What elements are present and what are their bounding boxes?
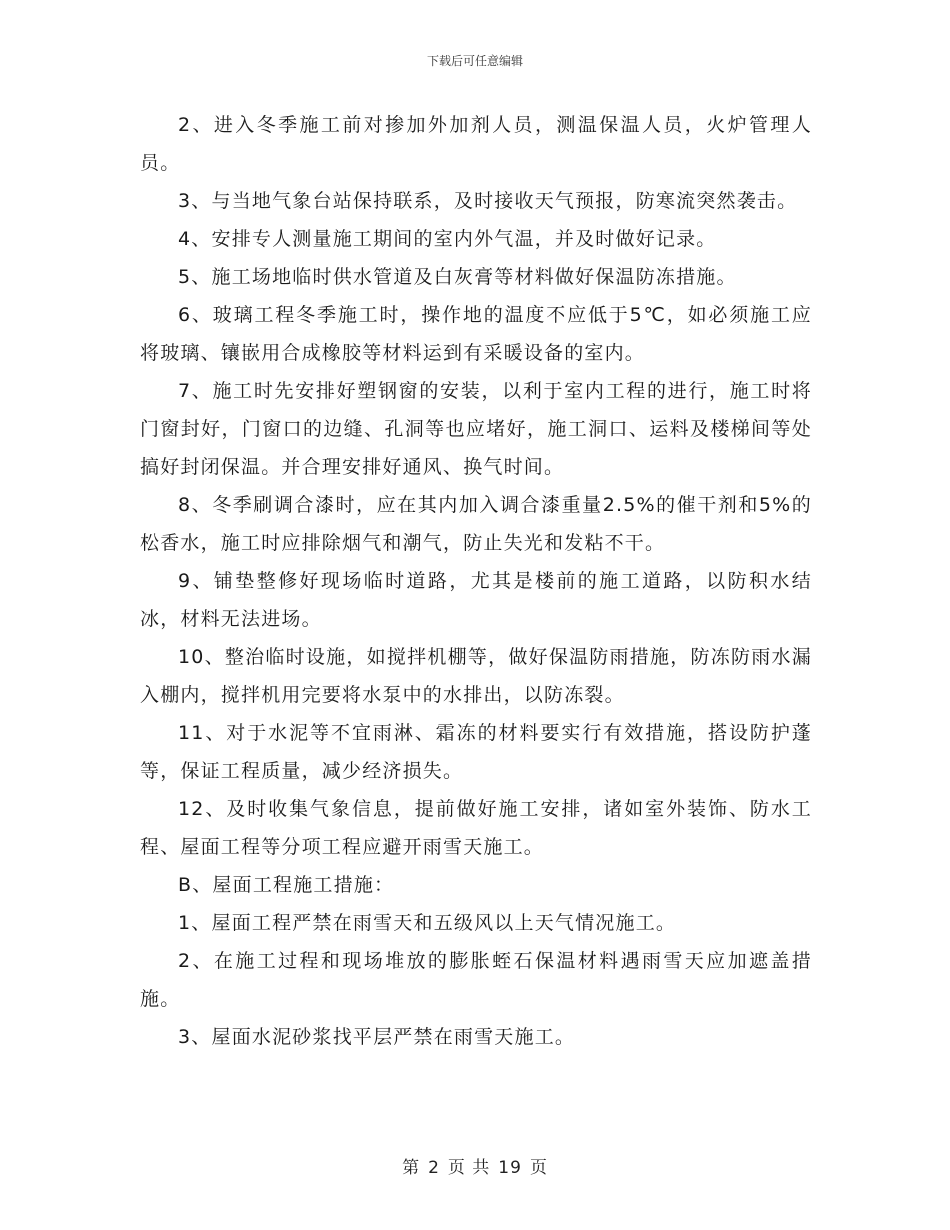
paragraph-item-12: 12、及时收集气象信息，提前做好施工安排，诸如室外装饰、防水工程、屋面工程等分项工程应避开雨雪天施工。 (140, 798, 812, 858)
roof-item-3: 3、屋面水泥砂浆找平层严禁在雨雪天施工。 (178, 1026, 576, 1048)
paragraph-item-9: 9、铺垫整修好现场临时道路，尤其是楼前的施工道路，以防积水结冰，材料无法进场。 (140, 570, 812, 630)
paragraph-item-3: 3、与当地气象台站保持联系，及时接收天气预报，防寒流突然袭击。 (178, 190, 798, 212)
footer-suffix: 页 (529, 1158, 548, 1178)
paragraph-item-2: 2、进入冬季施工前对掺加外加剂人员，测温保温人员，火炉管理人员。 (140, 114, 812, 174)
roof-item-2: 2、在施工过程和现场堆放的膨胀蛭石保温材料遇雨雪天应加遮盖措施。 (140, 950, 812, 1010)
paragraph-item-5: 5、施工场地临时供水管道及白灰膏等材料做好保温防冻措施。 (178, 266, 737, 288)
roof-item-1: 1、屋面工程严禁在雨雪天和五级风以上天气情况施工。 (178, 912, 677, 934)
footer-middle: 页 共 (447, 1158, 491, 1178)
page-footer (0, 1153, 950, 1178)
paragraph-item-8: 8、冬季刷调合漆时，应在其内加入调合漆重量2.5%的催干剂和5%的松香水，施工时应排除烟气和潮气，防止失光和发粘不干。 (140, 494, 812, 554)
paragraph-item-11: 11、对于水泥等不宜雨淋、霜冻的材料要实行有效措施，搭设防护蓬等，保证工程质量，减少经济损失。 (140, 722, 812, 782)
page-header: 下载后可任意编辑 (426, 54, 523, 68)
paragraph-item-6: 6、玻璃工程冬季施工时，操作地的温度不应低于5℃，如必须施工应将玻璃、镶嵌用合成橡胶等材料运到有采暖设备的室内。 (140, 304, 812, 364)
paragraph-item-4: 4、安排专人测量施工期间的室内外气温，并及时做好记录。 (178, 228, 717, 250)
section-heading-b: B、屋面工程施工措施： (178, 874, 395, 896)
paragraph-item-10: 10、整治临时设施，如搅拌机棚等，做好保温防雨措施，防冻防雨水漏入棚内，搅拌机用完要将水泵中的水排出，以防冻裂。 (140, 646, 812, 706)
paragraph-item-7: 7、施工时先安排好塑钢窗的安装，以利于室内工程的进行，施工时将门窗封好，门窗口的边缝、孔洞等也应堵好，施工洞口、运料及楼梯间等处搞好封闭保温。并合理安排好通风、换气时间。 (140, 380, 812, 478)
body-content (140, 106, 812, 1056)
footer-total-pages: 19 (498, 1158, 522, 1178)
footer-page-number: 2 (428, 1158, 440, 1178)
footer-prefix: 第 (402, 1158, 421, 1178)
